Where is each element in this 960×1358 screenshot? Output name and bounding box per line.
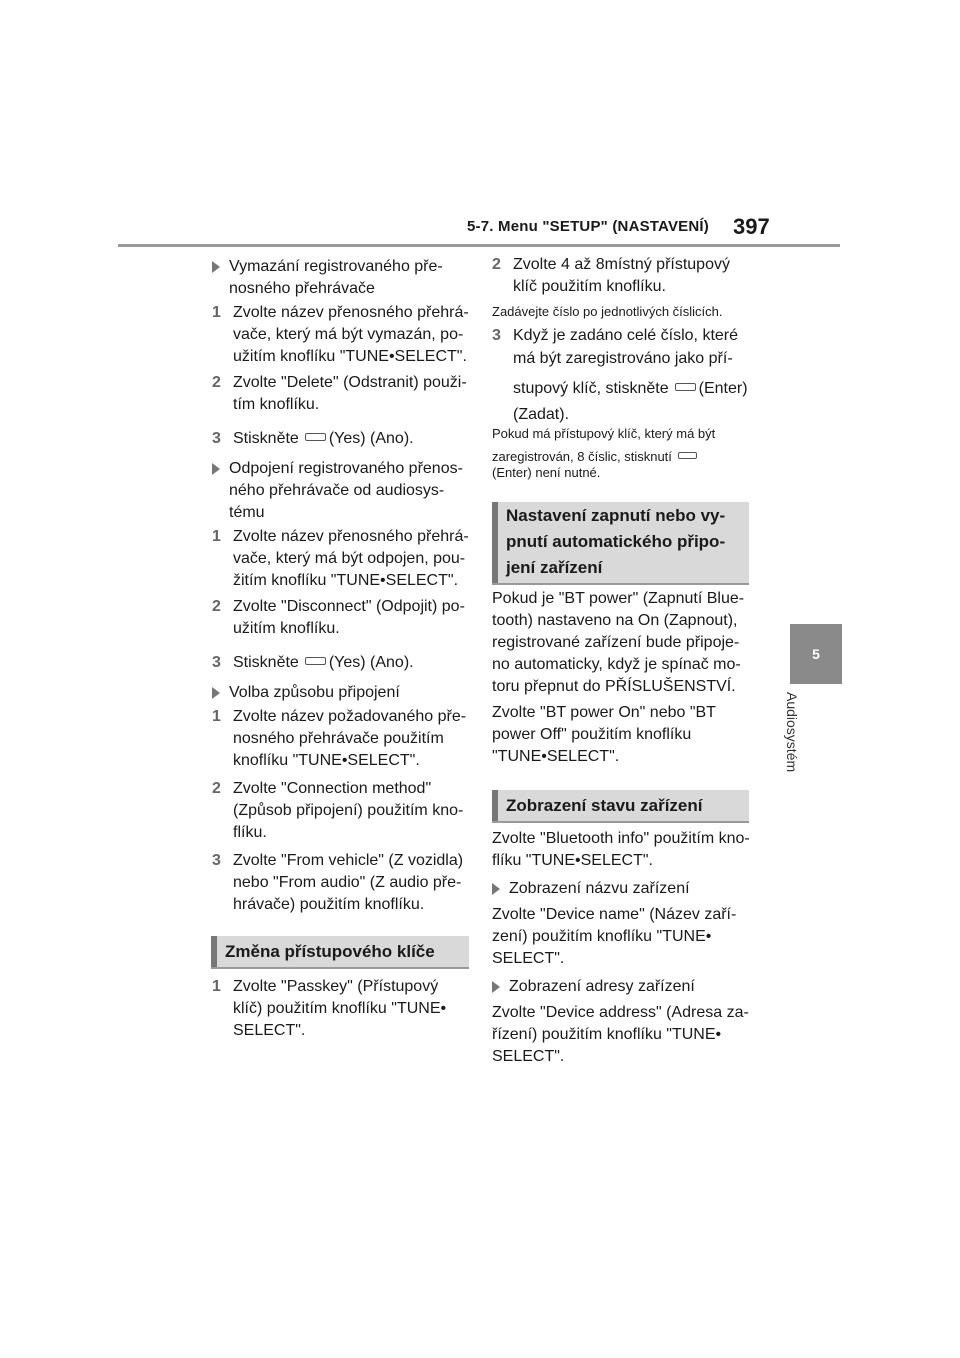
step-text-line: (Zadat). [513, 406, 570, 423]
paragraph: Zvolte "BT power On" nebo "BT power Off" použitím knoflíku "TUNE•SELECT". [492, 704, 716, 765]
bullet-item [492, 878, 754, 900]
triangle-bullet-icon [492, 883, 500, 895]
section-heading-text: Změna přístupového klíče [225, 942, 435, 961]
section-heading-text: Zobrazení stavu zařízení [506, 796, 703, 815]
step [212, 976, 474, 1042]
section-underline [492, 821, 749, 823]
button-icon [305, 433, 326, 441]
section-title: 5-7. Menu "SETUP" (NASTAVENÍ) [467, 218, 709, 235]
step [492, 324, 756, 426]
note-line: Pokud má přístupový klíč, který má být [492, 426, 716, 441]
bullet-item [212, 682, 474, 704]
step [212, 372, 474, 416]
step-text: Zvolte název požadovaného pře- nosného přehrávače použitím knoflíku "TUNE•SELECT". [233, 708, 467, 769]
triangle-bullet-icon [212, 463, 220, 475]
header-divider [118, 244, 840, 247]
chapter-label [780, 692, 810, 792]
step-number: 2 [212, 780, 221, 797]
step [212, 652, 474, 674]
chapter-label-text: Audiosystém [784, 692, 800, 773]
bullet-text: Odpojení registrovaného přenos- ného přehrávače od audiosys- tému [229, 460, 463, 521]
step-text: Zvolte název přenosného přehrá- vače, který má být vymazán, po- užitím knoflíku "TUNE•SELECT". [233, 304, 469, 365]
step [492, 254, 756, 298]
paragraph: Zvolte "Device address" (Adresa za- řízení) použitím knoflíku "TUNE• SELECT". [492, 1004, 749, 1065]
triangle-bullet-icon [492, 981, 500, 993]
step [212, 526, 474, 592]
step-text [233, 428, 474, 450]
step-text-post: (Yes) (Ano). [328, 430, 414, 447]
note-block [492, 424, 756, 483]
chapter-tab: 5 [790, 624, 842, 684]
step-number: 3 [492, 327, 501, 344]
bullet-text: Zobrazení adresy zařízení [509, 978, 695, 995]
triangle-bullet-icon [212, 687, 220, 699]
step-text [233, 652, 474, 674]
step-text-line [513, 377, 756, 400]
step-number: 3 [212, 852, 221, 869]
page-number: 397 [733, 214, 770, 239]
step-text: Zvolte "Passkey" (Přístupový klíč) použitím knoflíku "TUNE• SELECT". [233, 978, 447, 1039]
step-text: Zvolte "Disconnect" (Odpojit) po- užitím knoflíku. [233, 598, 465, 637]
step-text: Zvolte název přenosného přehrá- vače, který má být odpojen, pou- žitím knoflíku "TUNE•SELECT". [233, 528, 469, 589]
note-text: Zadávejte číslo po jednotlivých číslicích. [492, 304, 723, 319]
bullet-item [492, 976, 754, 998]
button-icon [675, 383, 696, 391]
paragraph: Pokud je "BT power" (Zapnutí Blue- tooth) nastaveno na On (Zapnout), registrované zařízení bude připoje- no automaticky, když je spínač mo- toru přepnut do PŘÍSLUŠENSTVÍ. [492, 590, 745, 695]
step-text: Zvolte "Connection method" (Způsob připojení) použitím kno- flíku. [233, 780, 464, 841]
note-line: (Enter) není nutné. [492, 465, 601, 480]
step-number: 2 [492, 256, 501, 273]
step [212, 596, 474, 640]
triangle-bullet-icon [212, 261, 220, 273]
step [212, 850, 474, 916]
note-line-pre: zaregistrován, 8 číslic, stisknutí [492, 449, 672, 464]
step-number: 1 [212, 304, 221, 321]
step-number: 2 [212, 374, 221, 391]
paragraph: Zvolte "Device name" (Název zaří- zení) použitím knoflíku "TUNE• SELECT". [492, 906, 737, 967]
step-text-post: (Enter) [698, 380, 748, 397]
bullet-text: Zobrazení názvu zařízení [509, 880, 690, 897]
bullet-text: Vymazání registrovaného pře- nosného přehrávače [229, 258, 443, 297]
step-text: Zvolte "Delete" (Odstranit) použi- tím knoflíku. [233, 374, 467, 413]
step-text: Zvolte 4 až 8místný přístupový klíč použitím knoflíku. [513, 256, 730, 295]
step-text-post: (Yes) (Ano). [328, 654, 414, 671]
step-text: Zvolte "From vehicle" (Z vozidla) nebo "From audio" (Z audio pře- hrávače) použitím knoflíku. [233, 852, 464, 913]
section-underline [211, 967, 469, 969]
step-number: 1 [212, 528, 221, 545]
step-number: 3 [212, 654, 221, 671]
step-text-pre: Stiskněte [233, 654, 299, 671]
section-heading-text: Nastavení zapnutí nebo vy- pnutí automatického připo- jení zařízení [506, 506, 726, 577]
step [212, 778, 474, 844]
section-heading [492, 790, 749, 821]
paragraph: Zvolte "Bluetooth info" použitím kno- flíku "TUNE•SELECT". [492, 830, 750, 869]
bullet-item [212, 256, 474, 300]
step [212, 302, 474, 368]
step-text: Když je zadáno celé číslo, které má být zaregistrováno jako pří- [513, 327, 739, 367]
step-number: 1 [212, 708, 221, 725]
step-number: 2 [212, 598, 221, 615]
step [212, 706, 474, 772]
step-number: 3 [212, 430, 221, 447]
section-underline [492, 583, 749, 585]
section-heading [492, 502, 749, 583]
button-icon [678, 452, 697, 459]
section-heading [211, 936, 469, 967]
step-number: 1 [212, 978, 221, 995]
bullet-item [212, 458, 474, 524]
step-text-pre: Stiskněte [233, 430, 299, 447]
button-icon [305, 657, 326, 665]
bullet-text: Volba způsobu připojení [229, 684, 400, 701]
step-text-pre: stupový klíč, stiskněte [513, 380, 669, 397]
step [212, 428, 474, 450]
